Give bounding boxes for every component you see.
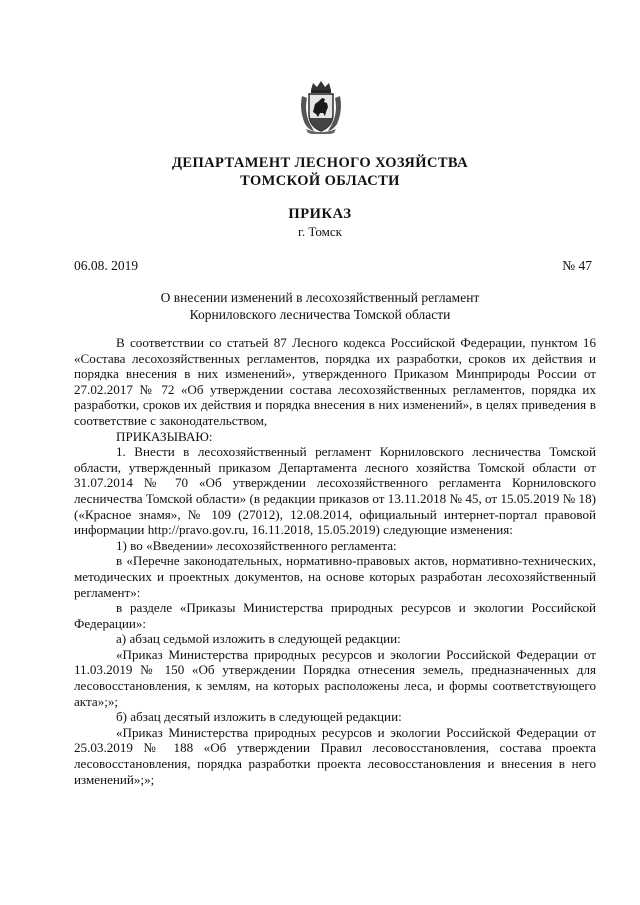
department-name [0,154,640,190]
body-paragraph: В соответствии со статьей 87 Лесного кодекса Российской Федерации, пунктом 16 «Состава лесохозяйственных регламентов, порядка их разработки, сроков их действия и порядка внесения в них изменений», утвержденного Приказом Минприроды России от 27.02.2017 № 72 «Об утверждении состава лесохозяйственных регламентов, порядка их разработки, сроков их действия и порядка внесения в них изменений», в целях приведения в соответствие с законодательством, [74,335,596,428]
coat-of-arms-emblem [298,80,344,134]
body-paragraph: «Приказ Министерства природных ресурсов и экологии Российской Федерации от 11.03.2019 № 150 «Об утверждении Порядка отнесения земель, предназначенных для лесовосстановления, к землям, на которых расположены леса, и формы соответствующего акта»;»; [74,646,596,709]
order-number: № 47 [562,258,592,273]
city: г. Томск [298,224,342,239]
department-line-2: ТОМСКОЙ ОБЛАСТИ [240,173,400,189]
body-paragraph: «Приказ Министерства природных ресурсов и экологии Российской Федерации от 25.03.2019 № 188 «Об утверждении Правил лесовосстановления, состава проекта лесовосстановления, порядка разработки проекта лесовосстановления и внесения в него изменений»;»; [74,724,596,787]
body-paragraph: 1. Внести в лесохозяйственный регламент Корниловского лесничества Томской области, утвержденный приказом Департамента лесного хозяйства Томской области от 31.07.2014 № 70 «Об утверждении лесохозяйственного регламента Корниловского лесничества Томской области» (в редакции приказов от 13.11.2018 № 45, от 15.05.2019 № 18) («Красное знамя», № 109 (27012), 12.08.2014, официальный интернет-портал правовой информации http://pravo.gov.ru, 16.11.2018, 15.05.2019) следующие изменения: [74,444,596,538]
body-paragraph: 1) во «Введении» лесохозяйственного регламента: [116,537,397,553]
subject-line-1: О внесении изменений в лесохозяйственный регламент [160,290,480,305]
body-paragraph: ПРИКАЗЫВАЮ: [116,428,213,444]
body-paragraph: а) абзац седьмой изложить в следующей редакции: [116,631,401,647]
subject-line-2: Корниловского лесничества Томской области [189,307,451,322]
order-subject [0,289,640,323]
department-line-1: ДЕПАРТАМЕНТ ЛЕСНОГО ХОЗЯЙСТВА [172,155,468,171]
order-body [74,335,596,787]
body-paragraph: в разделе «Приказы Министерства природных ресурсов и экологии Российской Федерации»: [74,600,596,631]
body-paragraph: б) абзац десятый изложить в следующей редакции: [116,709,402,725]
body-paragraph: в «Перечне законодательных, нормативно-правовых актов, нормативно-технических, методических и проектных документов, на основе которых разработан лесохозяйственный регламент»: [74,553,596,600]
order-date: 06.08. 2019 [74,258,139,273]
order-title: ПРИКАЗ [288,206,352,222]
